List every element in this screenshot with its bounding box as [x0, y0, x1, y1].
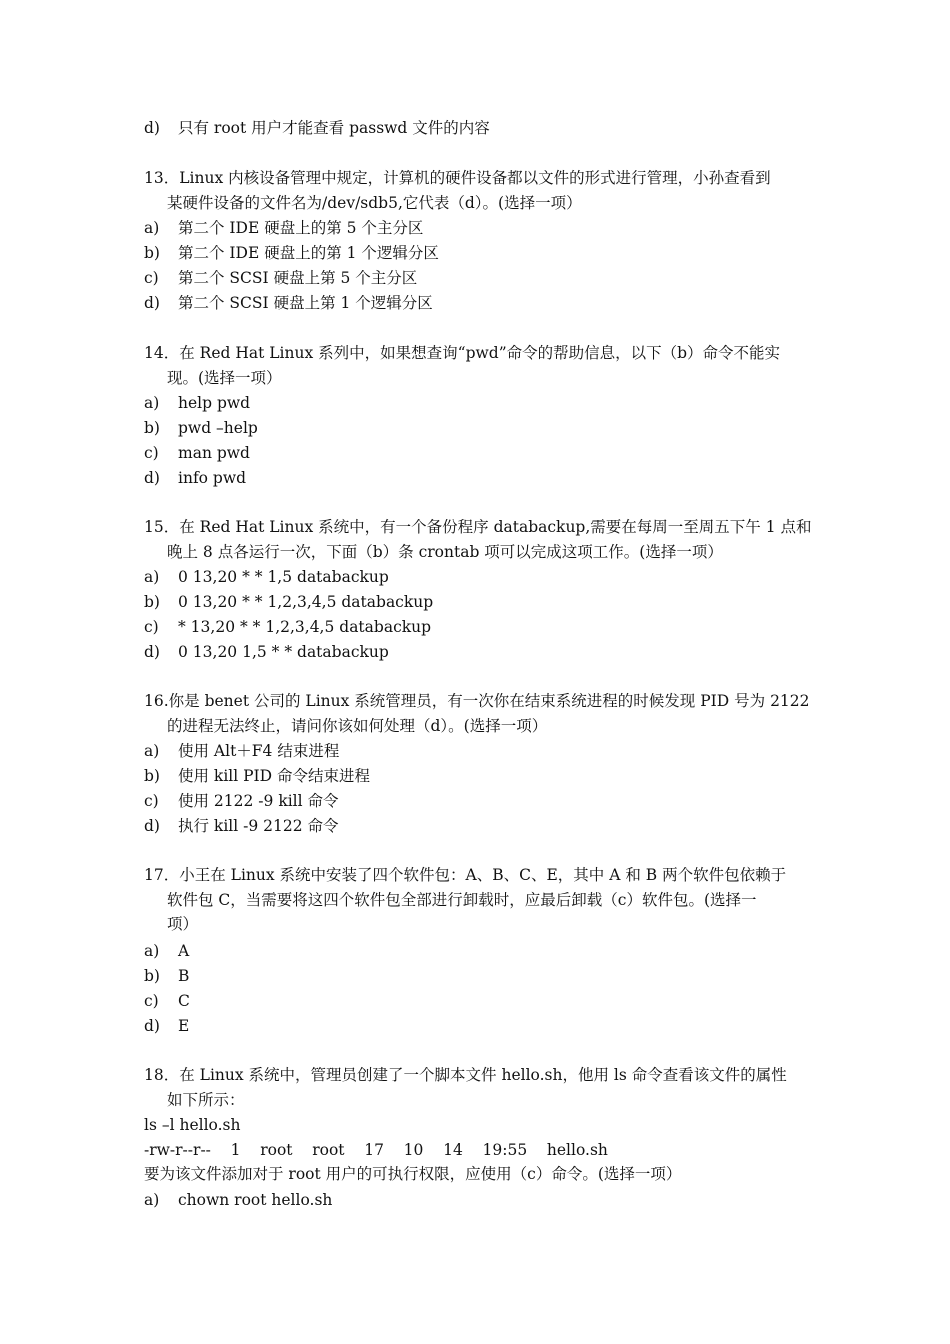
question-15-line-2: 晚上 8 点各运行一次，下面（b）条 crontab 项可以完成这项工作。(选择一项）	[167, 543, 723, 561]
option-label: d)	[144, 119, 160, 137]
list-item	[144, 1016, 189, 1036]
question-text: 在 Linux 系统中，管理员创建了一个脚本文件 hello.sh，他用 ls 命令查看该文件的属性	[179, 1066, 787, 1084]
option-text: 0 13,20 1,5 * * databackup	[178, 643, 389, 661]
option-label: b)	[144, 593, 160, 611]
question-text: 在 Red Hat Linux 系列中，如果想查询“pwd”命令的帮助信息，以下（b）命令不能实	[179, 344, 781, 362]
option-label: d)	[144, 1017, 160, 1035]
list-item	[144, 941, 189, 961]
list-item	[144, 243, 439, 263]
option-text: 第二个 SCSI 硬盘上第 1 个逻辑分区	[178, 294, 433, 312]
option-label: d)	[144, 469, 160, 487]
option-text: C	[178, 992, 190, 1010]
question-16-line-2: 的进程无法终止，请问你该如何处理（d）。(选择一项）	[167, 717, 548, 735]
option-text: 使用 2122 -9 kill 命令	[178, 792, 339, 810]
option-label: d)	[144, 643, 160, 661]
question-number: 15．	[144, 518, 180, 536]
option-text: help pwd	[178, 394, 251, 412]
question-number: 16.	[144, 692, 169, 710]
list-item	[144, 118, 490, 138]
option-text: E	[178, 1017, 190, 1035]
option-text: 0 13,20 * * 1,2,3,4,5 databackup	[178, 593, 434, 611]
option-label: c)	[144, 992, 159, 1010]
list-item	[144, 468, 246, 488]
option-label: a)	[144, 394, 160, 412]
list-item	[144, 418, 258, 438]
list-item	[144, 393, 250, 413]
option-label: a)	[144, 219, 160, 237]
option-text: 使用 kill PID 命令结束进程	[178, 767, 371, 785]
list-item	[144, 567, 389, 587]
option-text: 执行 kill -9 2122 命令	[178, 817, 339, 835]
list-item	[144, 617, 431, 637]
question-number: 13．	[144, 169, 180, 187]
list-item	[144, 966, 189, 986]
question-18-line-2: 如下所示：	[167, 1091, 245, 1109]
option-label: d)	[144, 294, 160, 312]
option-label: a)	[144, 942, 160, 960]
question-number: 14．	[144, 344, 180, 362]
question-text: Linux 内核设备管理中规定，计算机的硬件设备都以文件的形式进行管理，小孙查看到	[179, 169, 771, 187]
question-14-line-1	[144, 343, 780, 363]
list-item	[144, 991, 190, 1011]
question-17-line-1	[144, 865, 786, 885]
option-label: b)	[144, 767, 160, 785]
option-text: * 13,20 * * 1,2,3,4,5 databackup	[178, 618, 432, 636]
option-text: man pwd	[178, 444, 250, 462]
option-label: c)	[144, 269, 159, 287]
question-13-line-2: 某硬件设备的文件名为/dev/sdb5,它代表（d）。(选择一项）	[167, 194, 582, 212]
option-text: 第二个 IDE 硬盘上的第 5 个主分区	[178, 219, 424, 237]
option-label: c)	[144, 618, 159, 636]
option-text: 使用 Alt＋F4 结束进程	[178, 742, 340, 760]
question-16-line-1	[144, 691, 810, 711]
question-18-line-1	[144, 1065, 787, 1085]
option-label: b)	[144, 244, 160, 262]
option-label: b)	[144, 967, 160, 985]
option-label: a)	[144, 568, 160, 586]
option-label: a)	[144, 1191, 160, 1209]
option-text: info pwd	[178, 469, 247, 487]
list-item	[144, 642, 389, 662]
list-item	[144, 443, 250, 463]
option-text: pwd –help	[178, 419, 258, 437]
option-label: d)	[144, 817, 160, 835]
option-text: A	[178, 942, 190, 960]
option-label: b)	[144, 419, 160, 437]
question-17-line-3: 项）	[167, 915, 199, 933]
option-text: chown root hello.sh	[178, 1191, 333, 1209]
list-item	[144, 218, 423, 238]
question-15-line-1	[144, 517, 812, 537]
list-item	[144, 791, 339, 811]
question-17-line-2: 软件包 C，当需要将这四个软件包全部进行卸载时，应最后卸载（c）软件包。(选择一	[167, 891, 757, 909]
question-text: 小王在 Linux 系统中安装了四个软件包：A、B、C、E，其中 A 和 B 两个软件包依赖于	[179, 866, 787, 884]
list-item	[144, 293, 433, 313]
question-text: 在 Red Hat Linux 系统中，有一个备份程序 databackup,需要在每周一至周五下午 1 点和	[179, 518, 812, 536]
option-text: B	[178, 967, 190, 985]
option-text: 第二个 SCSI 硬盘上第 5 个主分区	[178, 269, 418, 287]
option-text: 第二个 IDE 硬盘上的第 1 个逻辑分区	[178, 244, 439, 262]
list-item	[144, 1190, 332, 1210]
list-item	[144, 766, 370, 786]
question-number: 17．	[144, 866, 180, 884]
option-label: c)	[144, 444, 159, 462]
question-14-line-2: 现。(选择一项）	[167, 369, 282, 387]
option-label: c)	[144, 792, 159, 810]
question-text: 你是 benet 公司的 Linux 系统管理员，有一次你在结束系统进程的时候发现 PID 号为 2122	[168, 692, 810, 710]
option-text: 0 13,20 * * 1,5 databackup	[178, 568, 389, 586]
list-item	[144, 592, 433, 612]
question-18-prompt: 要为该文件添加对于 root 用户的可执行权限，应使用（c）命令。(选择一项）	[144, 1165, 682, 1183]
file-listing: -rw-r--r-- 1 root root 17 10 14 19:55 hello.sh	[144, 1141, 608, 1159]
list-item	[144, 741, 339, 761]
question-number: 18．	[144, 1066, 180, 1084]
command-line: ls –l hello.sh	[144, 1116, 241, 1134]
option-text: 只有 root 用户才能查看 passwd 文件的内容	[178, 119, 490, 137]
list-item	[144, 268, 417, 288]
question-13-line-1	[144, 168, 771, 188]
option-label: a)	[144, 742, 160, 760]
list-item	[144, 816, 339, 836]
